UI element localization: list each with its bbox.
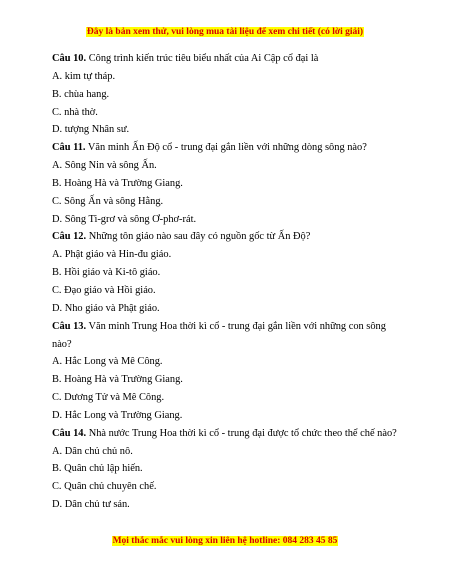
preview-banner-text: Đây là bản xem thử, vui lòng mua tài liệu để xem chi tiết (có lời giải): [86, 27, 364, 37]
question-text: Nhà nước Trung Hoa thời kì cổ - trung đại được tổ chức theo thể chế nào?: [88, 427, 397, 439]
question-number: Câu 14.: [52, 427, 87, 439]
question-number: Câu 10.: [52, 53, 87, 64]
question-stem: [52, 318, 404, 354]
option-b: B. Hoàng Hà và Trường Giang.: [52, 177, 183, 189]
question-text: Văn minh Trung Hoa thời kì cổ - trung đại gắn liền với những con sông nào?: [52, 320, 386, 350]
question-text: Công trình kiến trúc tiêu biểu nhất của Ai Cập cổ đại là: [88, 53, 319, 64]
option-a: A. Hắc Long và Mê Công.: [52, 356, 163, 368]
option-a: A. Phật giáo và Hin-đu giáo.: [52, 249, 172, 261]
option-c: C. nhà thờ.: [52, 106, 98, 118]
option-b: B. Quân chủ lập hiến.: [52, 463, 143, 475]
question-11: [52, 139, 404, 228]
question-stem: [52, 139, 404, 157]
question-13: [52, 318, 404, 425]
hotline-banner-text: Mọi thắc mắc vui lòng xin liên hệ hotline: 084 283 45 85: [112, 536, 338, 546]
option-a: A. Sông Nin và sông Ấn.: [52, 160, 157, 172]
question-text: Văn minh Ấn Độ cổ - trung đại gắn liền với những dòng sông nào?: [87, 142, 367, 154]
option-d: D. Nho giáo và Phật giáo.: [52, 302, 160, 314]
option-a: A. kim tự tháp.: [52, 70, 116, 82]
option-d: D. Dân chủ tư sản.: [52, 499, 130, 511]
option-d: D. Hắc Long và Trường Giang.: [52, 409, 183, 421]
question-stem: [52, 228, 404, 246]
question-number: Câu 11.: [52, 142, 86, 154]
option-c: C. Sông Ấn và sông Hằng.: [52, 195, 164, 207]
question-14: [52, 425, 404, 514]
preview-banner: [0, 26, 450, 38]
question-number: Câu 13.: [52, 320, 87, 332]
option-c: C. Đạo giáo và Hồi giáo.: [52, 284, 156, 296]
option-b: B. Hoàng Hà và Trường Giang.: [52, 374, 183, 386]
option-b: B. chùa hang.: [52, 88, 110, 100]
question-number: Câu 12.: [52, 231, 87, 243]
question-10: [52, 50, 404, 139]
option-d: D. Sông Ti-grơ và sông Ơ-phơ-rát.: [52, 213, 197, 225]
option-b: B. Hồi giáo và Ki-tô giáo.: [52, 267, 161, 279]
question-stem: [52, 50, 404, 68]
question-list: [52, 50, 404, 514]
question-text: Những tôn giáo nào sau đây có nguồn gốc từ Ấn Độ?: [88, 231, 311, 243]
option-d: D. tượng Nhân sư.: [52, 124, 130, 136]
question-12: [52, 228, 404, 317]
option-c: C. Dương Tử và Mê Công.: [52, 392, 165, 404]
question-stem: [52, 425, 404, 443]
hotline-banner: [0, 535, 450, 547]
option-c: C. Quân chủ chuyên chế.: [52, 481, 157, 493]
option-a: A. Dân chủ chủ nô.: [52, 445, 133, 457]
